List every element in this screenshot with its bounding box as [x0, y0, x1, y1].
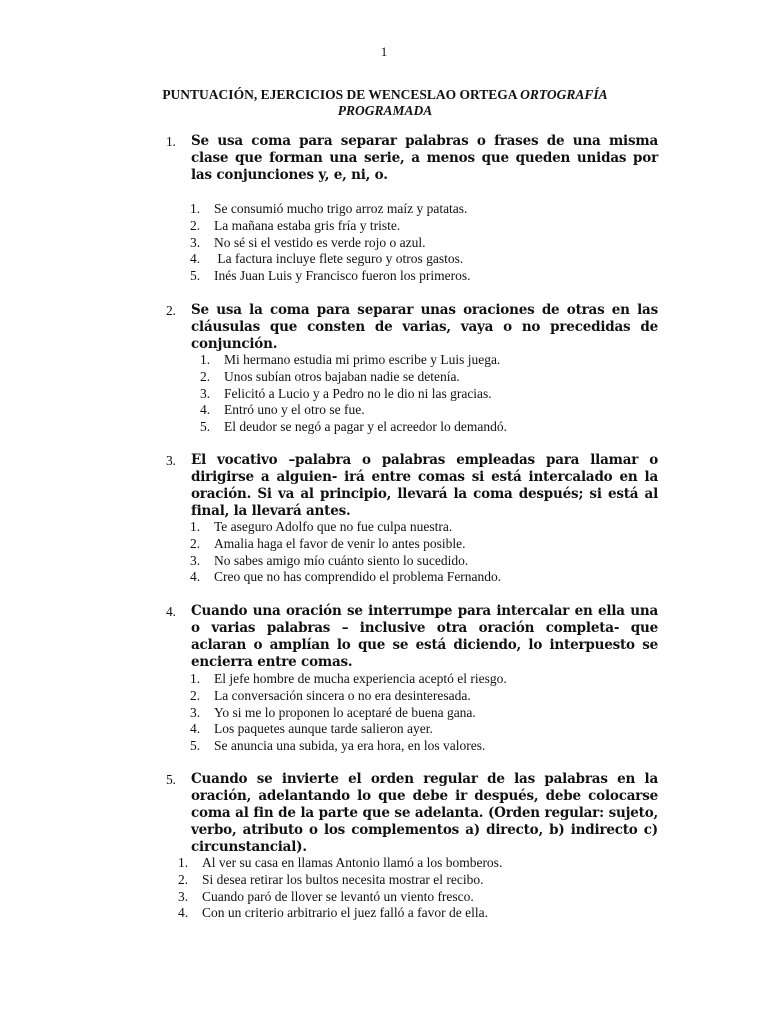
title-italic-2: PROGRAMADA	[337, 103, 433, 118]
item-text: El deudor se negó a pagar y el acreedor lo demandó.	[224, 419, 508, 435]
item-text: Felicitó a Lucio y a Pedro no le dio ni las gracias.	[224, 385, 492, 401]
rule-text: Cuando una oración se interrumpe para intercalar en ella una o varias palabras – inclusive otra oración completa- que aclaran o amplían lo que se está diciendo, lo interpuesto se encierra entre comas.	[191, 603, 658, 670]
item-number: 1.	[190, 201, 201, 216]
item-number: 1.	[190, 519, 201, 534]
list-item	[190, 201, 470, 218]
examples-list-4	[190, 671, 507, 755]
rule-5	[166, 771, 658, 856]
list-item	[190, 569, 501, 586]
rule-number: 3.	[166, 453, 176, 468]
document-title	[110, 87, 660, 119]
rule-1	[166, 133, 658, 184]
examples-list-5	[178, 855, 502, 922]
item-text: Te aseguro Adolfo que no fue culpa nuestra.	[214, 519, 453, 534]
item-text: Creo que no has comprendido el problema Fernando.	[214, 569, 502, 585]
list-item	[190, 705, 507, 722]
item-text: Cuando paró de llover se levantó un viento fresco.	[202, 888, 474, 904]
item-number: 4.	[200, 402, 211, 418]
rule-text: Se usa coma para separar palabras o frases de una misma clase que forman una serie, a menos que queden unidas por las conjunciones y, e, ni, o.	[191, 133, 658, 183]
list-item	[200, 419, 507, 436]
item-number: 4.	[190, 251, 201, 267]
item-number: 1.	[178, 855, 189, 870]
item-number: 3.	[190, 234, 201, 250]
list-item	[190, 268, 470, 285]
rule-text: Se usa la coma para separar unas oraciones de otras en las cláusulas que consten de varias, vaya o no precedidas de conjunción.	[191, 302, 658, 352]
examples-list-3	[190, 519, 501, 586]
item-number: 1.	[200, 352, 211, 367]
item-text: Con un criterio arbitrario el juez falló a favor de ella.	[202, 905, 488, 921]
item-text: La factura incluye flete seguro y otros gastos.	[214, 251, 464, 267]
item-number: 5.	[190, 268, 201, 284]
list-item	[190, 218, 470, 235]
title-main: PUNTUACIÓN, EJERCICIOS DE WENCESLAO ORTEGA	[162, 87, 517, 102]
item-text: Si desea retirar los bultos necesita mostrar el recibo.	[202, 871, 484, 887]
item-text: No sabes amigo mío cuánto siento lo sucedido.	[214, 552, 469, 568]
item-number: 4.	[190, 721, 201, 737]
list-item	[200, 386, 507, 403]
item-number: 2.	[200, 368, 211, 384]
list-item	[190, 519, 501, 536]
item-text: Inés Juan Luis y Francisco fueron los primeros.	[214, 268, 471, 284]
list-item	[190, 553, 501, 570]
list-item	[200, 402, 507, 419]
item-number: 5.	[200, 419, 211, 435]
rule-4	[166, 603, 658, 671]
item-text: Los paquetes aunque tarde salieron ayer.	[214, 721, 433, 737]
list-item	[190, 721, 507, 738]
page-number: 1	[380, 44, 388, 59]
item-text: Al ver su casa en llamas Antonio llamó a los bomberos.	[202, 855, 503, 870]
item-text: La conversación sincera o no era desinteresada.	[214, 687, 471, 703]
list-item	[178, 905, 502, 922]
list-item	[190, 738, 507, 755]
item-number: 4.	[178, 905, 189, 921]
item-text: La mañana estaba gris fría y triste.	[214, 217, 401, 233]
item-text: Yo si me lo proponen lo aceptaré de buena gana.	[214, 704, 476, 720]
item-text: Amalia haga el favor de venir lo antes posible.	[214, 535, 466, 551]
list-item	[200, 369, 507, 386]
item-number: 2.	[190, 535, 201, 551]
rule-text: El vocativo –palabra o palabras empleadas para llamar o dirigirse a alguien- irá entre comas si está intercalado en la oración. Si va al principio, llevará la coma después; si está al final, la llevará antes.	[191, 452, 658, 519]
item-number: 2.	[190, 217, 201, 233]
item-number: 2.	[190, 687, 201, 703]
item-number: 3.	[178, 888, 189, 904]
item-number: 3.	[190, 704, 201, 720]
rule-number: 5.	[166, 772, 176, 787]
rule-2	[166, 302, 658, 353]
list-item	[178, 855, 502, 872]
list-item	[178, 889, 502, 906]
item-number: 1.	[190, 671, 201, 686]
item-number: 5.	[190, 738, 201, 754]
rule-number: 2.	[166, 303, 176, 318]
rule-3	[166, 452, 658, 520]
title-italic-1: ORTOGRAFÍA	[520, 87, 608, 102]
item-text: Entró uno y el otro se fue.	[224, 402, 365, 418]
examples-list-2	[200, 352, 507, 436]
item-text: El jefe hombre de mucha experiencia aceptó el riesgo.	[214, 671, 507, 686]
rule-number: 4.	[166, 604, 176, 619]
rule-number: 1.	[166, 134, 176, 149]
item-text: Unos subían otros bajaban nadie se detenía.	[224, 368, 460, 384]
item-number: 4.	[190, 569, 201, 585]
item-number: 2.	[178, 871, 189, 887]
list-item	[190, 251, 470, 268]
item-text: Se consumió mucho trigo arroz maíz y patatas.	[214, 201, 468, 216]
item-text: Se anuncia una subida, ya era hora, en los valores.	[214, 738, 486, 754]
list-item	[190, 235, 470, 252]
list-item	[190, 688, 507, 705]
item-number: 3.	[200, 385, 211, 401]
item-text: No sé si el vestido es verde rojo o azul.	[214, 234, 426, 250]
item-text: Mi hermano estudia mi primo escribe y Luis juega.	[224, 352, 501, 367]
item-number: 3.	[190, 552, 201, 568]
examples-list-1	[190, 201, 470, 285]
list-item	[200, 352, 507, 369]
rule-text: Cuando se invierte el orden regular de las palabras en la oración, adelantando lo que debe ir después, debe colocarse coma al fin de la parte que se adelanta. (Orden regular: sujeto, verbo, atributo o los complementos a) directo, b) indirecto c) circunstancial).	[191, 771, 658, 855]
list-item	[190, 671, 507, 688]
list-item	[190, 536, 501, 553]
list-item	[178, 872, 502, 889]
